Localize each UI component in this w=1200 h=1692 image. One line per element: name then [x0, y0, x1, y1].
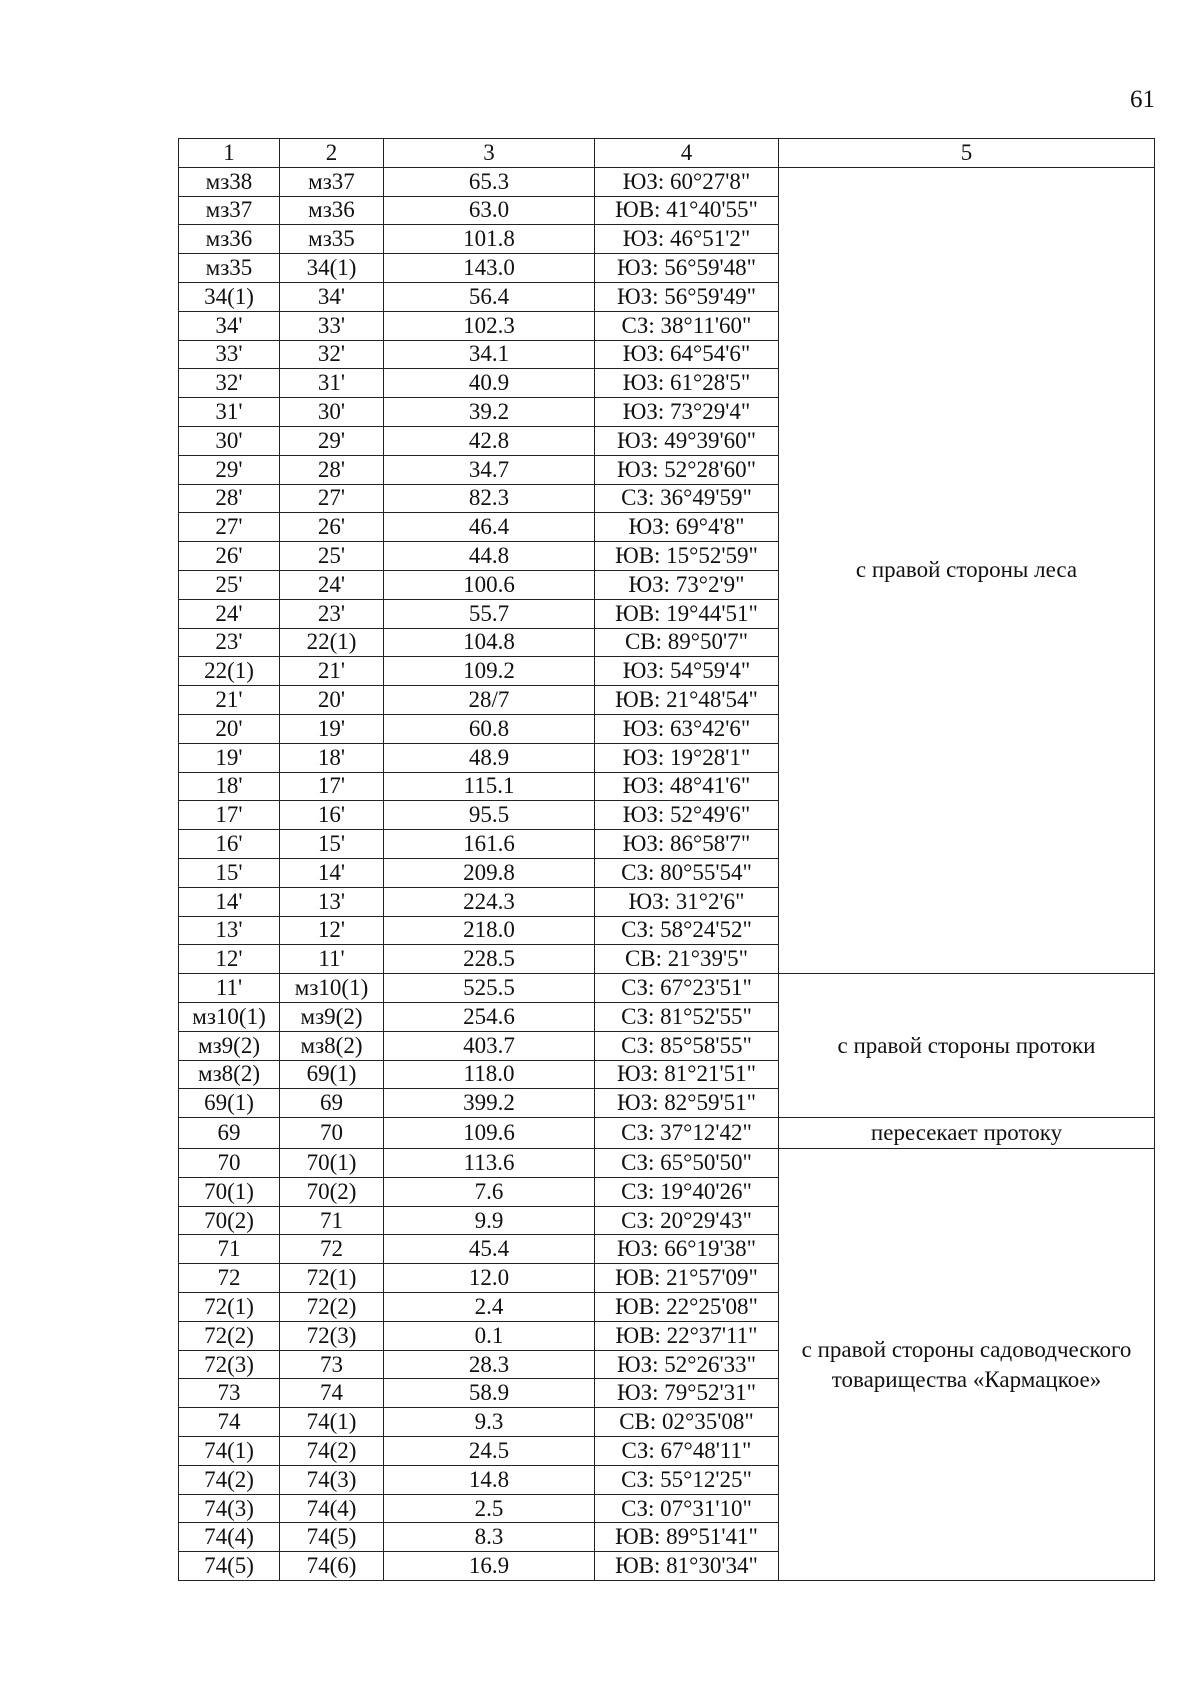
from-point-cell: 74(3): [179, 1494, 280, 1523]
from-point-cell: 72(3): [179, 1350, 280, 1379]
from-point-cell: 72: [179, 1264, 280, 1293]
to-point-cell: мз10(1): [280, 974, 384, 1003]
table-row: [179, 167, 1155, 196]
from-point-cell: мз35: [179, 254, 280, 283]
bearing-cell: ЮЗ: 82°59'51": [595, 1089, 779, 1118]
bearing-cell: ЮЗ: 49°39'60": [595, 426, 779, 455]
column-header-2: 2: [280, 139, 384, 168]
to-point-cell: 12': [280, 916, 384, 945]
to-point-cell: 74(4): [280, 1494, 384, 1523]
length-cell: 109.6: [384, 1118, 595, 1149]
bearing-cell: СЗ: 55°12'25": [595, 1465, 779, 1494]
length-cell: 218.0: [384, 916, 595, 945]
to-point-cell: 23': [280, 599, 384, 628]
to-point-cell: 15': [280, 830, 384, 859]
to-point-cell: 14': [280, 858, 384, 887]
to-point-cell: 32': [280, 340, 384, 369]
length-cell: 399.2: [384, 1089, 595, 1118]
length-cell: 14.8: [384, 1465, 595, 1494]
bearing-cell: СЗ: 07°31'10": [595, 1494, 779, 1523]
column-header-3: 3: [384, 139, 595, 168]
length-cell: 254.6: [384, 1002, 595, 1031]
to-point-cell: 70(2): [280, 1177, 384, 1206]
from-point-cell: 14': [179, 887, 280, 916]
description-cell: с правой стороны протоки: [779, 974, 1155, 1118]
bearing-cell: ЮЗ: 73°2'9": [595, 570, 779, 599]
from-point-cell: 34(1): [179, 282, 280, 311]
to-point-cell: 73: [280, 1350, 384, 1379]
bearing-cell: СВ: 21°39'5": [595, 945, 779, 974]
from-point-cell: 15': [179, 858, 280, 887]
length-cell: 7.6: [384, 1177, 595, 1206]
length-cell: 44.8: [384, 542, 595, 571]
column-header-5: 5: [779, 139, 1155, 168]
to-point-cell: 13': [280, 887, 384, 916]
bearing-cell: СЗ: 81°52'55": [595, 1002, 779, 1031]
length-cell: 82.3: [384, 484, 595, 513]
description-cell: с правой стороны садоводческого товарищества «Кармацкое»: [779, 1149, 1155, 1581]
bearing-cell: СЗ: 80°55'54": [595, 858, 779, 887]
bearing-cell: ЮЗ: 69°4'8": [595, 513, 779, 542]
length-cell: 9.3: [384, 1408, 595, 1437]
bearing-cell: СЗ: 38°11'60": [595, 311, 779, 340]
bearing-cell: СЗ: 37°12'42": [595, 1118, 779, 1149]
from-point-cell: 69(1): [179, 1089, 280, 1118]
to-point-cell: 33': [280, 311, 384, 340]
to-point-cell: 69: [280, 1089, 384, 1118]
length-cell: 28/7: [384, 686, 595, 715]
to-point-cell: 21': [280, 657, 384, 686]
boundary-table: [178, 138, 1155, 1581]
bearing-cell: ЮВ: 41°40'55": [595, 196, 779, 225]
from-point-cell: мз8(2): [179, 1060, 280, 1089]
to-point-cell: 34(1): [280, 254, 384, 283]
bearing-cell: ЮВ: 22°37'11": [595, 1321, 779, 1350]
to-point-cell: 22(1): [280, 628, 384, 657]
bearing-cell: СЗ: 58°24'52": [595, 916, 779, 945]
from-point-cell: 74(1): [179, 1437, 280, 1466]
from-point-cell: 21': [179, 686, 280, 715]
length-cell: 58.9: [384, 1379, 595, 1408]
bearing-cell: ЮВ: 19°44'51": [595, 599, 779, 628]
bearing-cell: ЮЗ: 48°41'6": [595, 772, 779, 801]
column-header-4: 4: [595, 139, 779, 168]
length-cell: 104.8: [384, 628, 595, 657]
length-cell: 403.7: [384, 1031, 595, 1060]
from-point-cell: 16': [179, 830, 280, 859]
to-point-cell: 27': [280, 484, 384, 513]
to-point-cell: мз8(2): [280, 1031, 384, 1060]
bearing-cell: СЗ: 19°40'26": [595, 1177, 779, 1206]
to-point-cell: 72: [280, 1235, 384, 1264]
from-point-cell: 31': [179, 398, 280, 427]
bearing-cell: ЮЗ: 54°59'4": [595, 657, 779, 686]
bearing-cell: СЗ: 85°58'55": [595, 1031, 779, 1060]
to-point-cell: 29': [280, 426, 384, 455]
from-point-cell: 25': [179, 570, 280, 599]
from-point-cell: 11': [179, 974, 280, 1003]
from-point-cell: 13': [179, 916, 280, 945]
bearing-cell: СВ: 89°50'7": [595, 628, 779, 657]
length-cell: 34.7: [384, 455, 595, 484]
length-cell: 24.5: [384, 1437, 595, 1466]
description-cell: пересекает протоку: [779, 1118, 1155, 1149]
length-cell: 2.5: [384, 1494, 595, 1523]
from-point-cell: 74: [179, 1408, 280, 1437]
from-point-cell: мз37: [179, 196, 280, 225]
from-point-cell: 74(4): [179, 1523, 280, 1552]
from-point-cell: 20': [179, 714, 280, 743]
from-point-cell: 19': [179, 743, 280, 772]
to-point-cell: мз9(2): [280, 1002, 384, 1031]
length-cell: 2.4: [384, 1293, 595, 1322]
length-cell: 46.4: [384, 513, 595, 542]
to-point-cell: 70(1): [280, 1149, 384, 1178]
bearing-cell: ЮЗ: 79°52'31": [595, 1379, 779, 1408]
table-row: [179, 1118, 1155, 1149]
to-point-cell: 74(3): [280, 1465, 384, 1494]
from-point-cell: 71: [179, 1235, 280, 1264]
from-point-cell: 70: [179, 1149, 280, 1178]
from-point-cell: 17': [179, 801, 280, 830]
to-point-cell: 69(1): [280, 1060, 384, 1089]
bearing-cell: ЮЗ: 52°49'6": [595, 801, 779, 830]
bearing-cell: ЮЗ: 81°21'51": [595, 1060, 779, 1089]
length-cell: 28.3: [384, 1350, 595, 1379]
to-point-cell: 74: [280, 1379, 384, 1408]
bearing-cell: СВ: 02°35'08": [595, 1408, 779, 1437]
to-point-cell: 74(6): [280, 1552, 384, 1581]
to-point-cell: 71: [280, 1206, 384, 1235]
bearing-cell: ЮВ: 21°57'09": [595, 1264, 779, 1293]
length-cell: 8.3: [384, 1523, 595, 1552]
from-point-cell: 29': [179, 455, 280, 484]
from-point-cell: 27': [179, 513, 280, 542]
to-point-cell: 74(5): [280, 1523, 384, 1552]
table-body: [179, 167, 1155, 1580]
to-point-cell: 20': [280, 686, 384, 715]
bearing-cell: ЮЗ: 56°59'48": [595, 254, 779, 283]
bearing-cell: ЮВ: 21°48'54": [595, 686, 779, 715]
bearing-cell: ЮВ: 22°25'08": [595, 1293, 779, 1322]
length-cell: 0.1: [384, 1321, 595, 1350]
length-cell: 63.0: [384, 196, 595, 225]
to-point-cell: 31': [280, 369, 384, 398]
bearing-cell: СЗ: 20°29'43": [595, 1206, 779, 1235]
length-cell: 115.1: [384, 772, 595, 801]
from-point-cell: 70(2): [179, 1206, 280, 1235]
to-point-cell: 17': [280, 772, 384, 801]
bearing-cell: ЮЗ: 52°28'60": [595, 455, 779, 484]
length-cell: 224.3: [384, 887, 595, 916]
to-point-cell: мз36: [280, 196, 384, 225]
bearing-cell: ЮЗ: 73°29'4": [595, 398, 779, 427]
from-point-cell: 70(1): [179, 1177, 280, 1206]
column-header-1: 1: [179, 139, 280, 168]
from-point-cell: 74(5): [179, 1552, 280, 1581]
length-cell: 109.2: [384, 657, 595, 686]
to-point-cell: 74(2): [280, 1437, 384, 1466]
bearing-cell: ЮЗ: 61°28'5": [595, 369, 779, 398]
from-point-cell: 72(1): [179, 1293, 280, 1322]
to-point-cell: 28': [280, 455, 384, 484]
table-row: [179, 1149, 1155, 1178]
from-point-cell: 73: [179, 1379, 280, 1408]
from-point-cell: 30': [179, 426, 280, 455]
from-point-cell: 74(2): [179, 1465, 280, 1494]
from-point-cell: 12': [179, 945, 280, 974]
from-point-cell: 18': [179, 772, 280, 801]
bearing-cell: ЮЗ: 31°2'6": [595, 887, 779, 916]
bearing-cell: ЮЗ: 56°59'49": [595, 282, 779, 311]
bearing-cell: ЮЗ: 46°51'2": [595, 225, 779, 254]
to-point-cell: 19': [280, 714, 384, 743]
from-point-cell: 28': [179, 484, 280, 513]
length-cell: 95.5: [384, 801, 595, 830]
from-point-cell: 72(2): [179, 1321, 280, 1350]
description-cell: с правой стороны леса: [779, 167, 1155, 973]
from-point-cell: 34': [179, 311, 280, 340]
length-cell: 118.0: [384, 1060, 595, 1089]
to-point-cell: 11': [280, 945, 384, 974]
length-cell: 525.5: [384, 974, 595, 1003]
from-point-cell: 26': [179, 542, 280, 571]
from-point-cell: 33': [179, 340, 280, 369]
length-cell: 209.8: [384, 858, 595, 887]
to-point-cell: мз37: [280, 167, 384, 196]
from-point-cell: 24': [179, 599, 280, 628]
bearing-cell: СЗ: 67°48'11": [595, 1437, 779, 1466]
to-point-cell: 16': [280, 801, 384, 830]
to-point-cell: 26': [280, 513, 384, 542]
from-point-cell: мз36: [179, 225, 280, 254]
bearing-cell: ЮЗ: 66°19'38": [595, 1235, 779, 1264]
bearing-cell: ЮВ: 15°52'59": [595, 542, 779, 571]
from-point-cell: мз10(1): [179, 1002, 280, 1031]
from-point-cell: мз9(2): [179, 1031, 280, 1060]
bearing-cell: ЮЗ: 64°54'6": [595, 340, 779, 369]
length-cell: 56.4: [384, 282, 595, 311]
bearing-cell: ЮЗ: 19°28'1": [595, 743, 779, 772]
bearing-cell: ЮЗ: 52°26'33": [595, 1350, 779, 1379]
length-cell: 60.8: [384, 714, 595, 743]
length-cell: 16.9: [384, 1552, 595, 1581]
to-point-cell: 25': [280, 542, 384, 571]
length-cell: 34.1: [384, 340, 595, 369]
length-cell: 143.0: [384, 254, 595, 283]
bearing-cell: СЗ: 36°49'59": [595, 484, 779, 513]
bearing-cell: СЗ: 67°23'51": [595, 974, 779, 1003]
length-cell: 161.6: [384, 830, 595, 859]
bearing-cell: ЮЗ: 60°27'8": [595, 167, 779, 196]
to-point-cell: 74(1): [280, 1408, 384, 1437]
length-cell: 102.3: [384, 311, 595, 340]
length-cell: 45.4: [384, 1235, 595, 1264]
to-point-cell: 18': [280, 743, 384, 772]
from-point-cell: 69: [179, 1118, 280, 1149]
to-point-cell: 72(3): [280, 1321, 384, 1350]
length-cell: 48.9: [384, 743, 595, 772]
to-point-cell: 24': [280, 570, 384, 599]
bearing-cell: ЮЗ: 86°58'7": [595, 830, 779, 859]
table-row: [179, 974, 1155, 1003]
from-point-cell: 23': [179, 628, 280, 657]
length-cell: 40.9: [384, 369, 595, 398]
length-cell: 113.6: [384, 1149, 595, 1178]
from-point-cell: мз38: [179, 167, 280, 196]
to-point-cell: 30': [280, 398, 384, 427]
length-cell: 39.2: [384, 398, 595, 427]
bearing-cell: ЮЗ: 63°42'6": [595, 714, 779, 743]
bearing-cell: ЮВ: 81°30'34": [595, 1552, 779, 1581]
length-cell: 9.9: [384, 1206, 595, 1235]
bearing-cell: СЗ: 65°50'50": [595, 1149, 779, 1178]
length-cell: 42.8: [384, 426, 595, 455]
length-cell: 12.0: [384, 1264, 595, 1293]
from-point-cell: 32': [179, 369, 280, 398]
to-point-cell: 70: [280, 1118, 384, 1149]
from-point-cell: 22(1): [179, 657, 280, 686]
to-point-cell: мз35: [280, 225, 384, 254]
table-header-row: [179, 139, 1155, 168]
to-point-cell: 72(2): [280, 1293, 384, 1322]
to-point-cell: 34': [280, 282, 384, 311]
page-number: 61: [1130, 86, 1155, 113]
length-cell: 100.6: [384, 570, 595, 599]
length-cell: 55.7: [384, 599, 595, 628]
length-cell: 65.3: [384, 167, 595, 196]
to-point-cell: 72(1): [280, 1264, 384, 1293]
length-cell: 101.8: [384, 225, 595, 254]
bearing-cell: ЮВ: 89°51'41": [595, 1523, 779, 1552]
length-cell: 228.5: [384, 945, 595, 974]
